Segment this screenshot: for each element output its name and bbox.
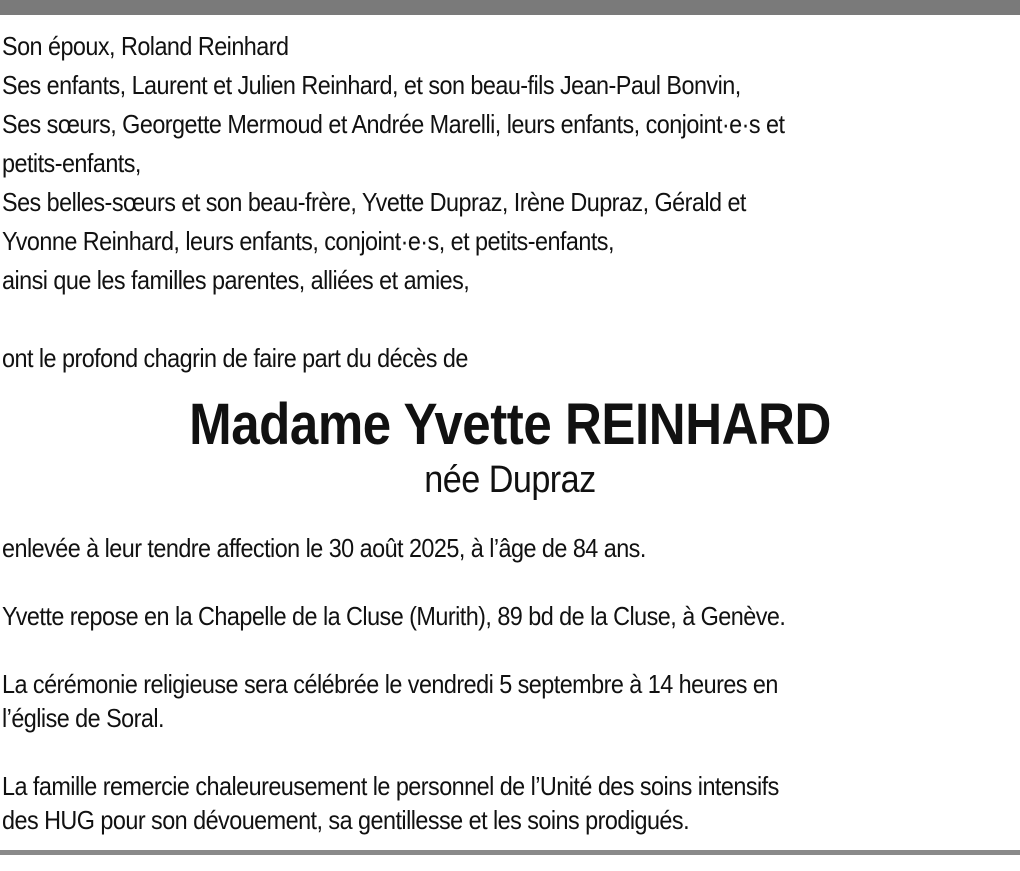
thanks-line: des HUG pour son dévouement, sa gentillesse et les soins prodigués. [2, 805, 690, 835]
family-line: Son époux, Roland Reinhard [2, 31, 289, 61]
family-line: Ses belles-sœurs et son beau-frère, Yvette Dupraz, Irène Dupraz, Gérald et [2, 187, 746, 217]
announcement-text: ont le profond chagrin de faire part du décès de [2, 343, 468, 373]
deceased-name-block [0, 392, 1020, 502]
ceremony-paragraph [2, 667, 920, 735]
details-section [2, 531, 920, 871]
bottom-border-rule [0, 850, 1020, 855]
thanks-paragraph [2, 769, 920, 837]
ceremony-line: La cérémonie religieuse sera célébrée le vendredi 5 septembre à 14 heures en [2, 669, 778, 699]
family-list [2, 27, 920, 378]
maiden-name: née Dupraz [424, 459, 596, 501]
family-line: Ses enfants, Laurent et Julien Reinhard, et son beau-fils Jean-Paul Bonvin, [2, 70, 741, 100]
passing-paragraph [2, 531, 920, 565]
family-line: ainsi que les familles parentes, alliées et amies, [2, 265, 470, 295]
spacer [2, 300, 920, 339]
repose-text: Yvette repose en la Chapelle de la Cluse (Murith), 89 bd de la Cluse, à Genève. [2, 601, 786, 631]
deceased-name: Madame Yvette REINHARD [189, 392, 831, 457]
repose-paragraph [2, 599, 920, 633]
family-line: petits-enfants, [2, 148, 141, 178]
family-line: Ses sœurs, Georgette Mermoud et Andrée Marelli, leurs enfants, conjoint·e·s et [2, 109, 785, 139]
top-border-rule [0, 0, 1020, 15]
family-line: Yvonne Reinhard, leurs enfants, conjoint·e·s, et petits-enfants, [2, 226, 614, 256]
passing-text: enlevée à leur tendre affection le 30 août 2025, à l’âge de 84 ans. [2, 533, 646, 563]
thanks-line: La famille remercie chaleureusement le personnel de l’Unité des soins intensifs [2, 771, 779, 801]
ceremony-line: l’église de Soral. [2, 703, 164, 733]
